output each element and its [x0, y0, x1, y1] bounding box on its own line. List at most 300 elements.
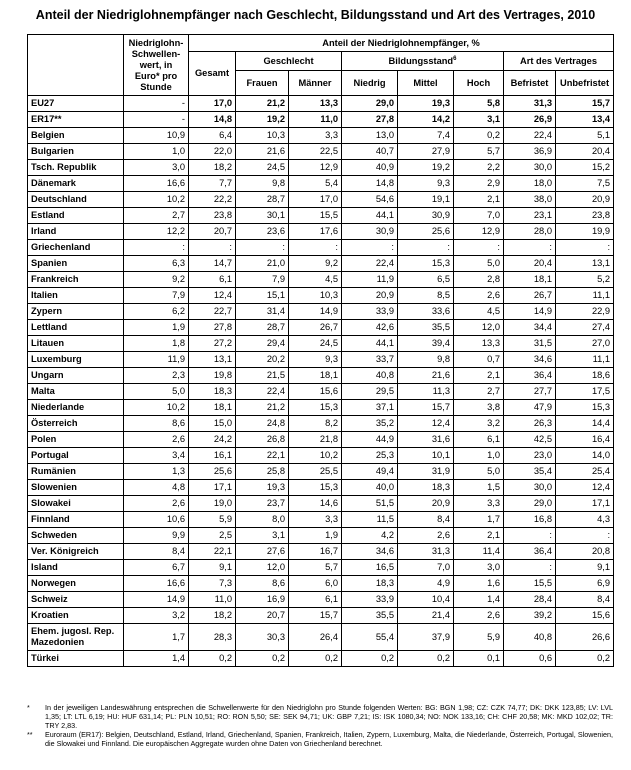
country-cell: Island — [28, 560, 124, 576]
country-cell: Schweiz — [28, 592, 124, 608]
value-cell: 31,6 — [398, 432, 454, 448]
table-row — [28, 560, 614, 576]
value-cell: 15,7 — [289, 608, 342, 624]
value-cell: 0,2 — [454, 128, 504, 144]
value-cell: 20,4 — [556, 144, 614, 160]
value-cell: 7,3 — [189, 576, 236, 592]
value-cell: 44,1 — [342, 336, 398, 352]
country-cell: Dänemark — [28, 176, 124, 192]
value-cell: : — [454, 240, 504, 256]
country-cell: ER17** — [28, 112, 124, 128]
value-cell: 7,4 — [398, 128, 454, 144]
value-cell: 16,1 — [189, 448, 236, 464]
value-cell: 44,9 — [342, 432, 398, 448]
value-cell: 11,5 — [342, 512, 398, 528]
value-cell: 0,2 — [189, 651, 236, 667]
country-cell: Türkei — [28, 651, 124, 667]
value-cell: : — [556, 528, 614, 544]
value-cell: 16,4 — [556, 432, 614, 448]
value-cell: 14,8 — [342, 176, 398, 192]
table-row — [28, 416, 614, 432]
value-cell: 35,5 — [342, 608, 398, 624]
table-row — [28, 384, 614, 400]
value-cell: 31,3 — [398, 544, 454, 560]
value-cell: 14,0 — [556, 448, 614, 464]
value-cell: 22,4 — [504, 128, 556, 144]
threshold-header: Niedriglohn-Schwellen-wert, in Euro* pro Stunde — [124, 35, 189, 96]
value-cell: 2,5 — [189, 528, 236, 544]
value-cell: 14,6 — [289, 496, 342, 512]
value-cell: 40,8 — [342, 368, 398, 384]
value-cell: 7,5 — [556, 176, 614, 192]
value-cell: 3,0 — [454, 560, 504, 576]
table-row — [28, 512, 614, 528]
value-cell: 14,4 — [556, 416, 614, 432]
table-row — [28, 480, 614, 496]
value-cell: 20,9 — [398, 496, 454, 512]
value-cell: 54,6 — [342, 192, 398, 208]
value-cell: 34,6 — [342, 544, 398, 560]
value-cell: 5,0 — [454, 464, 504, 480]
value-cell: 2,3 — [124, 368, 189, 384]
education-header: Bildungsstand$^6$ — [342, 52, 504, 71]
value-cell: 30,0 — [504, 160, 556, 176]
value-cell: 42,6 — [342, 320, 398, 336]
value-cell: 22,0 — [189, 144, 236, 160]
value-cell: 4,5 — [454, 304, 504, 320]
table-row — [28, 320, 614, 336]
country-cell: Zypern — [28, 304, 124, 320]
value-cell: 4,5 — [289, 272, 342, 288]
value-cell: 5,0 — [124, 384, 189, 400]
value-cell: 2,6 — [124, 496, 189, 512]
low-education-header: Niedrig — [342, 71, 398, 96]
value-cell: : — [504, 528, 556, 544]
value-cell: 0,2 — [289, 651, 342, 667]
value-cell: 13,0 — [342, 128, 398, 144]
value-cell: 3,8 — [454, 400, 504, 416]
country-cell: Griechenland — [28, 240, 124, 256]
value-cell: 0,7 — [454, 352, 504, 368]
table-row — [28, 256, 614, 272]
value-cell: 5,9 — [189, 512, 236, 528]
value-cell: 24,5 — [289, 336, 342, 352]
country-cell: Slowakei — [28, 496, 124, 512]
value-cell: 55,4 — [342, 624, 398, 651]
value-cell: 1,0 — [454, 448, 504, 464]
value-cell: 5,0 — [454, 256, 504, 272]
value-cell: : — [124, 240, 189, 256]
value-cell: 9,3 — [398, 176, 454, 192]
value-cell: 2,6 — [124, 432, 189, 448]
gender-header: Geschlecht — [236, 52, 342, 71]
value-cell: 37,9 — [398, 624, 454, 651]
value-cell: 6,4 — [189, 128, 236, 144]
value-cell: 9,8 — [398, 352, 454, 368]
value-cell: 20,7 — [236, 608, 289, 624]
value-cell: 19,3 — [236, 480, 289, 496]
value-cell: 16,6 — [124, 576, 189, 592]
value-cell: 4,8 — [124, 480, 189, 496]
country-cell: Luxemburg — [28, 352, 124, 368]
value-cell: 3,1 — [454, 112, 504, 128]
value-cell: 47,9 — [504, 400, 556, 416]
value-cell: 12,4 — [189, 288, 236, 304]
value-cell: 25,4 — [556, 464, 614, 480]
value-cell: 1,4 — [124, 651, 189, 667]
value-cell: 26,4 — [289, 624, 342, 651]
value-cell: 25,8 — [236, 464, 289, 480]
value-cell: 31,3 — [504, 96, 556, 112]
value-cell: 15,0 — [189, 416, 236, 432]
value-cell: 11,0 — [189, 592, 236, 608]
value-cell: 19,0 — [189, 496, 236, 512]
value-cell: 9,3 — [289, 352, 342, 368]
value-cell: 18,2 — [189, 608, 236, 624]
country-cell: Ehem. jugosl. Rep. Mazedonien — [28, 624, 124, 651]
value-cell: 18,1 — [289, 368, 342, 384]
country-cell: Spanien — [28, 256, 124, 272]
value-cell: 25,6 — [398, 224, 454, 240]
value-cell: 25,3 — [342, 448, 398, 464]
country-cell: Ver. Königreich — [28, 544, 124, 560]
value-cell: 17,6 — [289, 224, 342, 240]
value-cell: 28,7 — [236, 320, 289, 336]
value-cell: 2,8 — [454, 272, 504, 288]
value-cell: 33,9 — [342, 304, 398, 320]
permanent-header: Unbefristet — [556, 71, 614, 96]
value-cell: 23,8 — [556, 208, 614, 224]
footnote-mark: * — [27, 703, 30, 712]
country-cell: Portugal — [28, 448, 124, 464]
country-cell: Ungarn — [28, 368, 124, 384]
value-cell: 21,4 — [398, 608, 454, 624]
table-row — [28, 576, 614, 592]
value-cell: 22,4 — [342, 256, 398, 272]
country-cell: Tsch. Republik — [28, 160, 124, 176]
value-cell: 36,9 — [504, 144, 556, 160]
country-cell: Frankreich — [28, 272, 124, 288]
table-row — [28, 192, 614, 208]
table-row — [28, 432, 614, 448]
value-cell: 12,2 — [124, 224, 189, 240]
value-cell: 24,5 — [236, 160, 289, 176]
value-cell: 23,1 — [504, 208, 556, 224]
footnote — [27, 730, 613, 748]
value-cell: : — [504, 240, 556, 256]
value-cell: 7,9 — [236, 272, 289, 288]
value-cell: 20,2 — [236, 352, 289, 368]
country-cell: Kroatien — [28, 608, 124, 624]
country-cell: Italien — [28, 288, 124, 304]
value-cell: 2,6 — [454, 608, 504, 624]
value-cell: 11,1 — [556, 288, 614, 304]
value-cell: 13,1 — [189, 352, 236, 368]
value-cell: 12,9 — [289, 160, 342, 176]
value-cell: 29,0 — [342, 96, 398, 112]
value-cell: 33,9 — [342, 592, 398, 608]
value-cell: 20,9 — [342, 288, 398, 304]
value-cell: 11,3 — [398, 384, 454, 400]
value-cell: 19,8 — [189, 368, 236, 384]
value-cell: 9,9 — [124, 528, 189, 544]
value-cell: 1,8 — [124, 336, 189, 352]
value-cell: 12,4 — [398, 416, 454, 432]
country-cell: Schweden — [28, 528, 124, 544]
value-cell: 40,8 — [504, 624, 556, 651]
value-cell: 13,3 — [454, 336, 504, 352]
value-cell: 22,7 — [189, 304, 236, 320]
value-cell: 15,5 — [504, 576, 556, 592]
country-cell: Norwegen — [28, 576, 124, 592]
value-cell: : — [189, 240, 236, 256]
value-cell: 18,2 — [189, 160, 236, 176]
value-cell: 13,1 — [556, 256, 614, 272]
country-cell: Belgien — [28, 128, 124, 144]
table-row — [28, 288, 614, 304]
value-cell: 10,3 — [236, 128, 289, 144]
value-cell: 15,3 — [398, 256, 454, 272]
country-cell: Lettland — [28, 320, 124, 336]
table-row — [28, 144, 614, 160]
value-cell: 27,9 — [398, 144, 454, 160]
value-cell: 18,3 — [189, 384, 236, 400]
value-cell: 35,4 — [504, 464, 556, 480]
country-cell: Irland — [28, 224, 124, 240]
value-cell: 1,4 — [454, 592, 504, 608]
value-cell: 9,1 — [556, 560, 614, 576]
value-cell: 10,2 — [124, 192, 189, 208]
value-cell: 0,1 — [454, 651, 504, 667]
value-cell: 2,7 — [454, 384, 504, 400]
table-row — [28, 448, 614, 464]
value-cell: 15,6 — [289, 384, 342, 400]
value-cell: 7,9 — [124, 288, 189, 304]
value-cell: 27,7 — [504, 384, 556, 400]
value-cell: 42,5 — [504, 432, 556, 448]
value-cell: 6,1 — [454, 432, 504, 448]
value-cell: 28,0 — [504, 224, 556, 240]
country-cell: Slowenien — [28, 480, 124, 496]
value-cell: 39,2 — [504, 608, 556, 624]
table-row — [28, 160, 614, 176]
table-row — [28, 352, 614, 368]
value-cell: 29,0 — [504, 496, 556, 512]
value-cell: 22,2 — [189, 192, 236, 208]
value-cell: 4,2 — [342, 528, 398, 544]
value-cell: 26,8 — [236, 432, 289, 448]
value-cell: 11,9 — [124, 352, 189, 368]
value-cell: 25,5 — [289, 464, 342, 480]
value-cell: 22,4 — [236, 384, 289, 400]
value-cell: 8,4 — [124, 544, 189, 560]
value-cell: 5,1 — [556, 128, 614, 144]
value-cell: 22,1 — [236, 448, 289, 464]
value-cell: 14,9 — [504, 304, 556, 320]
value-cell: 21,0 — [236, 256, 289, 272]
value-cell: 20,8 — [556, 544, 614, 560]
value-cell: 49,4 — [342, 464, 398, 480]
value-cell: 40,7 — [342, 144, 398, 160]
value-cell: 31,4 — [236, 304, 289, 320]
value-cell: 14,9 — [124, 592, 189, 608]
value-cell: 27,4 — [556, 320, 614, 336]
value-cell: 26,7 — [504, 288, 556, 304]
men-header: Männer — [289, 71, 342, 96]
value-cell: 24,2 — [189, 432, 236, 448]
value-cell: : — [556, 240, 614, 256]
value-cell: 30,9 — [398, 208, 454, 224]
value-cell: 9,2 — [124, 272, 189, 288]
value-cell: 6,1 — [189, 272, 236, 288]
value-cell: 27,2 — [189, 336, 236, 352]
value-cell: 18,1 — [504, 272, 556, 288]
value-cell: 11,1 — [556, 352, 614, 368]
total-header: Gesamt — [189, 52, 236, 96]
value-cell: 15,3 — [289, 480, 342, 496]
value-cell: 15,3 — [556, 400, 614, 416]
value-cell: 38,0 — [504, 192, 556, 208]
table-row — [28, 96, 614, 112]
fixed-term-header: Befristet — [504, 71, 556, 96]
table-row — [28, 304, 614, 320]
table-row — [28, 464, 614, 480]
value-cell: 3,4 — [124, 448, 189, 464]
value-cell: 21,2 — [236, 400, 289, 416]
value-cell: 15,1 — [236, 288, 289, 304]
value-cell: 2,1 — [454, 368, 504, 384]
value-cell: 16,8 — [504, 512, 556, 528]
table-row — [28, 624, 614, 651]
value-cell: 16,6 — [124, 176, 189, 192]
value-cell: 2,9 — [454, 176, 504, 192]
value-cell: 5,7 — [289, 560, 342, 576]
value-cell: 30,1 — [236, 208, 289, 224]
share-group-header: Anteil der Niedriglohnempfänger, % — [189, 35, 614, 52]
value-cell: 1,5 — [454, 480, 504, 496]
value-cell: 51,5 — [342, 496, 398, 512]
value-cell: 33,6 — [398, 304, 454, 320]
value-cell: 23,7 — [236, 496, 289, 512]
value-cell: 27,8 — [189, 320, 236, 336]
value-cell: 14,2 — [398, 112, 454, 128]
value-cell: 0,2 — [342, 651, 398, 667]
value-cell: 2,2 — [454, 160, 504, 176]
value-cell: 6,5 — [398, 272, 454, 288]
value-cell: 3,3 — [454, 496, 504, 512]
country-cell: Malta — [28, 384, 124, 400]
value-cell: 13,4 — [556, 112, 614, 128]
country-cell: Polen — [28, 432, 124, 448]
value-cell: 14,7 — [189, 256, 236, 272]
value-cell: 19,1 — [398, 192, 454, 208]
table-row — [28, 400, 614, 416]
table-row — [28, 336, 614, 352]
value-cell: : — [236, 240, 289, 256]
table-row — [28, 496, 614, 512]
value-cell: 10,1 — [398, 448, 454, 464]
value-cell: 31,5 — [504, 336, 556, 352]
value-cell: 4,9 — [398, 576, 454, 592]
table-title: Anteil der Niedriglohnempfänger nach Geschlecht, Bildungsstand und Art des Vertrages, 2010 — [35, 8, 596, 22]
value-cell: 21,5 — [236, 368, 289, 384]
footnote — [27, 703, 613, 730]
value-cell: 3,1 — [236, 528, 289, 544]
value-cell: 1,7 — [454, 512, 504, 528]
value-cell: 8,5 — [398, 288, 454, 304]
value-cell: 20,7 — [189, 224, 236, 240]
value-cell: 15,3 — [289, 400, 342, 416]
value-cell: 11,9 — [342, 272, 398, 288]
value-cell: 7,7 — [189, 176, 236, 192]
value-cell: 39,4 — [398, 336, 454, 352]
value-cell: 26,7 — [289, 320, 342, 336]
value-cell: 33,7 — [342, 352, 398, 368]
value-cell: : — [289, 240, 342, 256]
country-cell: Bulgarien — [28, 144, 124, 160]
value-cell: 36,4 — [504, 544, 556, 560]
value-cell: 36,4 — [504, 368, 556, 384]
footnote-mark: ** — [27, 730, 33, 739]
value-cell: 2,6 — [398, 528, 454, 544]
value-cell: 1,9 — [124, 320, 189, 336]
table-row — [28, 224, 614, 240]
value-cell: 22,1 — [189, 544, 236, 560]
value-cell: 35,2 — [342, 416, 398, 432]
value-cell: 27,0 — [556, 336, 614, 352]
table-body — [28, 96, 614, 667]
value-cell: 40,0 — [342, 480, 398, 496]
value-cell: 17,1 — [556, 496, 614, 512]
value-cell: 30,0 — [504, 480, 556, 496]
value-cell: 18,3 — [342, 576, 398, 592]
value-cell: 10,4 — [398, 592, 454, 608]
value-cell: 3,3 — [289, 128, 342, 144]
value-cell: 44,1 — [342, 208, 398, 224]
value-cell: 6,1 — [289, 592, 342, 608]
women-header: Frauen — [236, 71, 289, 96]
value-cell: 34,6 — [504, 352, 556, 368]
table-row — [28, 240, 614, 256]
value-cell: 16,9 — [236, 592, 289, 608]
table-row — [28, 272, 614, 288]
value-cell: 5,8 — [454, 96, 504, 112]
value-cell: 0,2 — [398, 651, 454, 667]
value-cell: 2,1 — [454, 528, 504, 544]
value-cell: 31,9 — [398, 464, 454, 480]
value-cell: 6,2 — [124, 304, 189, 320]
value-cell: - — [124, 96, 189, 112]
table-row — [28, 208, 614, 224]
value-cell: 2,7 — [124, 208, 189, 224]
value-cell: 1,9 — [289, 528, 342, 544]
value-cell: 19,2 — [398, 160, 454, 176]
table-row — [28, 176, 614, 192]
value-cell: 17,5 — [556, 384, 614, 400]
table-row — [28, 651, 614, 667]
value-cell: 23,0 — [504, 448, 556, 464]
mid-education-header: Mittel — [398, 71, 454, 96]
value-cell: 28,4 — [504, 592, 556, 608]
value-cell: 5,7 — [454, 144, 504, 160]
value-cell: 9,1 — [189, 560, 236, 576]
value-cell: 25,6 — [189, 464, 236, 480]
value-cell: 26,6 — [556, 624, 614, 651]
value-cell: 0,6 — [504, 651, 556, 667]
value-cell: 8,0 — [236, 512, 289, 528]
table-row — [28, 112, 614, 128]
value-cell: 6,0 — [289, 576, 342, 592]
